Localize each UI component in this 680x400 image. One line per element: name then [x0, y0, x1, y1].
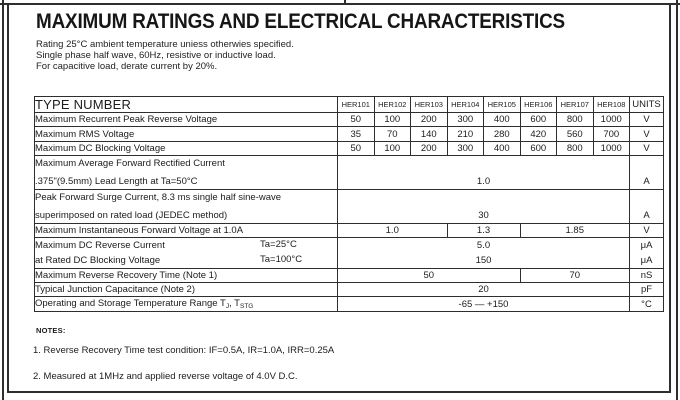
column-header-her107: HER107: [557, 97, 594, 113]
cell-value: 800: [557, 142, 594, 156]
cell-unit: A: [630, 190, 664, 224]
cell-value: 100: [374, 113, 411, 127]
column-header-her108: HER108: [593, 97, 630, 113]
units-header: UNITS: [630, 97, 664, 113]
subscript-j: J: [225, 303, 230, 310]
cell-unit: V: [630, 142, 664, 156]
table-header-row: [35, 97, 664, 113]
notes-heading: NOTES:: [36, 326, 66, 335]
cell-value-merged: 150: [338, 253, 630, 269]
cell-value: 600: [520, 113, 557, 127]
cell-value-merged: 20: [338, 283, 630, 297]
cell-value-merged: 1.3: [447, 224, 520, 238]
row-label: [35, 253, 338, 269]
column-header-her104: HER104: [447, 97, 484, 113]
cell-value: 35: [338, 127, 375, 142]
cell-value: 70: [374, 127, 411, 142]
cell-unit: V: [630, 127, 664, 142]
cell-value-merged: 1.0: [338, 156, 630, 190]
row-label-text: Operating and Storage Temperature Range T: [35, 298, 226, 309]
type-number-header: TYPE NUMBER: [35, 97, 338, 113]
condition-line: For capacitive load, derate current by 20%.: [36, 61, 218, 72]
column-header-her105: HER105: [484, 97, 521, 113]
cell-value: 300: [447, 113, 484, 127]
row-condition: Ta=100°C: [260, 253, 303, 265]
row-label: [35, 156, 338, 190]
ratings-table: [34, 96, 664, 312]
row-label-text: at Rated DC Blocking Voltage: [35, 254, 161, 266]
condition-line: Single phase half wave, 60Hz, resistive or inductive load.: [36, 50, 276, 61]
page-title: MAXIMUM RATINGS AND ELECTRICAL CHARACTERISTICS: [36, 10, 565, 33]
column-header-her102: HER102: [374, 97, 411, 113]
note-item: 2. Measured at 1MHz and applied reverse voltage of 4.0V D.C.: [33, 371, 298, 382]
row-label: Typical Junction Capacitance (Note 2): [35, 283, 338, 297]
cell-value: 400: [484, 113, 521, 127]
cell-value: 560: [557, 127, 594, 142]
rating-conditions: [36, 39, 294, 72]
cell-unit: μA: [630, 253, 664, 269]
cell-value: 400: [484, 142, 521, 156]
cell-unit: V: [630, 224, 664, 238]
column-header-her101: HER101: [338, 97, 375, 113]
column-header-her106: HER106: [520, 97, 557, 113]
row-label: [35, 190, 338, 224]
cell-value: 280: [484, 127, 521, 142]
page-border-left: [2, 0, 4, 400]
cell-value-merged: 50: [338, 269, 521, 283]
column-header-her103: HER103: [411, 97, 448, 113]
cell-value-merged: 1.0: [338, 224, 448, 238]
cell-value: 50: [338, 113, 375, 127]
row-label-line1: Peak Forward Surge Current, 8.3 ms single half sine-wave: [35, 192, 282, 203]
row-label-text: , T: [229, 298, 240, 309]
cell-value-merged: 30: [338, 190, 630, 224]
condition-line: Rating 25°C ambient temperature uniess otherwies specified.: [36, 39, 294, 50]
cell-value: 1000: [593, 142, 630, 156]
cell-value: 700: [593, 127, 630, 142]
row-label: Maximum DC Blocking Voltage: [35, 142, 338, 156]
row-label-line2: .375"(9.5mm) Lead Length at Ta=50°C: [35, 176, 198, 187]
cell-value: 140: [411, 127, 448, 142]
table-row: [35, 283, 664, 297]
subscript-stg: STG: [240, 303, 254, 310]
row-label: Maximum Instantaneous Forward Voltage at 1.0A: [35, 224, 338, 238]
table-row: [35, 297, 664, 312]
cell-value: 420: [520, 127, 557, 142]
cell-value: 200: [411, 113, 448, 127]
row-label: [35, 297, 338, 312]
cell-value: 100: [374, 142, 411, 156]
cell-value-merged: 5.0: [338, 238, 630, 253]
note-item: 1. Reverse Recovery Time test condition: IF=0.5A, IR=1.0A, IRR=0.25A: [33, 345, 335, 356]
table-row: [35, 127, 664, 142]
row-label: Maximum Recurrent Peak Reverse Voltage: [35, 113, 338, 127]
section-divider-tick: [344, 0, 346, 4]
cell-value: 1000: [593, 113, 630, 127]
row-label: Maximum Reverse Recovery Time (Note 1): [35, 269, 338, 283]
cell-unit: A: [630, 156, 664, 190]
cell-value: 200: [411, 142, 448, 156]
cell-value-merged: -65 — +150: [338, 297, 630, 312]
cell-unit: V: [630, 113, 664, 127]
row-label-line1: Maximum Average Forward Rectified Current: [35, 158, 225, 169]
table-row: [35, 238, 664, 253]
cell-value-merged: 70: [520, 269, 630, 283]
table-row: [35, 142, 664, 156]
cell-value: 800: [557, 113, 594, 127]
row-label-text: Maximum DC Reverse Current: [35, 239, 165, 251]
table-row: [35, 269, 664, 283]
cell-value: 300: [447, 142, 484, 156]
cell-value: 50: [338, 142, 375, 156]
cell-unit: nS: [630, 269, 664, 283]
cell-unit: pF: [630, 283, 664, 297]
cell-unit: μA: [630, 238, 664, 253]
cell-unit: °C: [630, 297, 664, 312]
cell-value-merged: 1.85: [520, 224, 630, 238]
table-row: [35, 113, 664, 127]
row-label-line2: superimposed on rated load (JEDEC method): [35, 210, 228, 221]
page-border-right: [676, 0, 678, 400]
table-row: [35, 224, 664, 238]
row-label: Maximum RMS Voltage: [35, 127, 338, 142]
cell-value: 600: [520, 142, 557, 156]
cell-value: 210: [447, 127, 484, 142]
table-row: [35, 156, 664, 190]
row-condition: Ta=25°C: [260, 239, 297, 250]
table-row: [35, 253, 664, 269]
table-row: [35, 190, 664, 224]
row-label: [35, 238, 338, 253]
